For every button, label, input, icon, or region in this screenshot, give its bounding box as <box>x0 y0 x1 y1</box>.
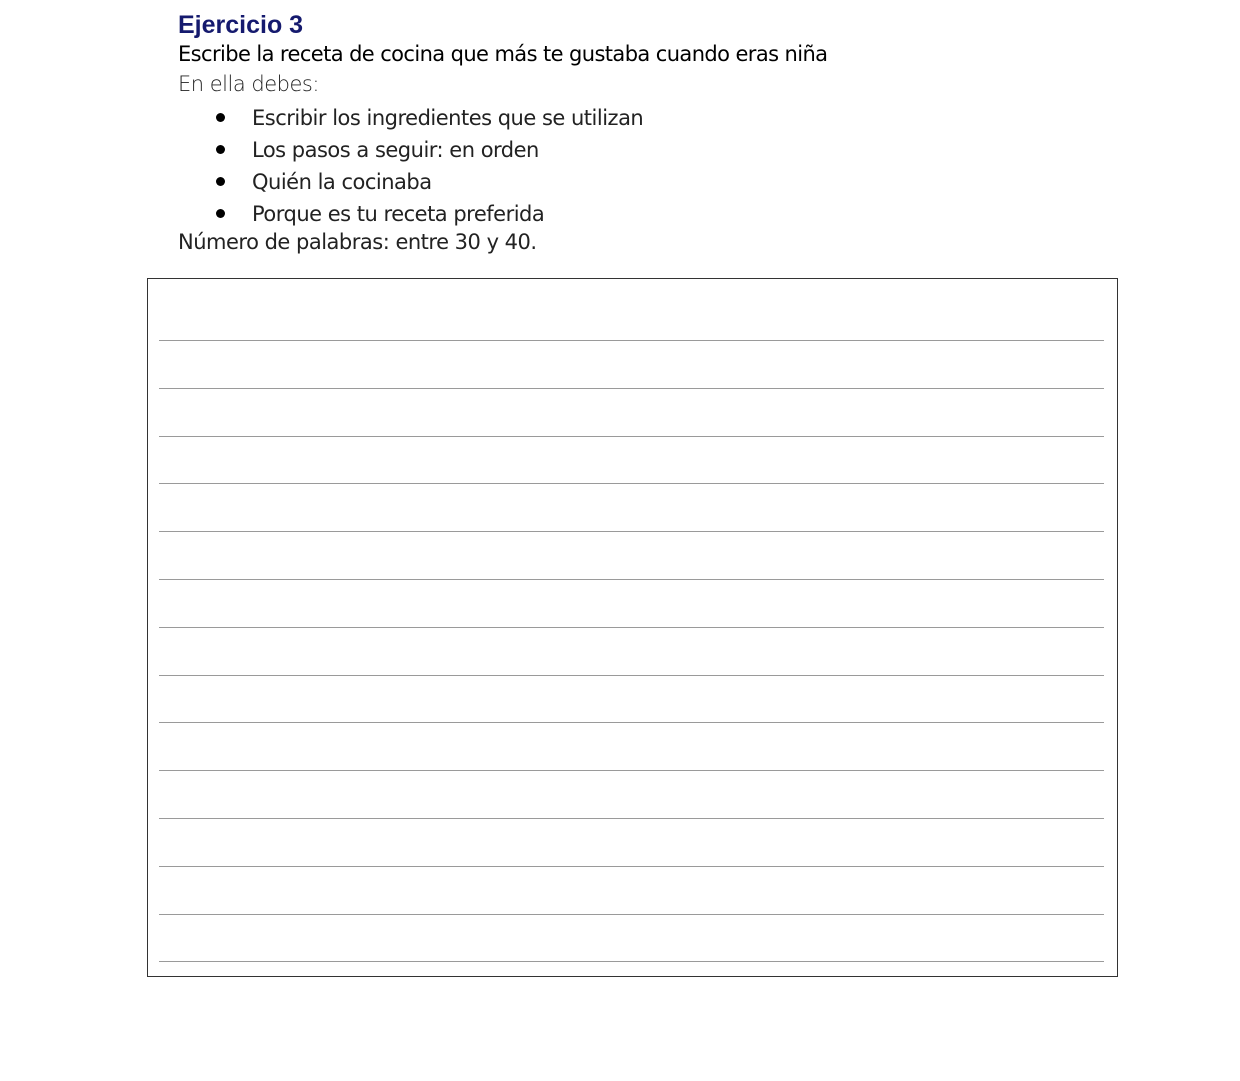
writing-line <box>159 531 1104 532</box>
writing-line <box>159 340 1104 341</box>
bullet-icon <box>216 145 225 154</box>
writing-line <box>159 388 1104 389</box>
bullet-icon <box>216 177 225 186</box>
word-count-instruction: Número de palabras: entre 30 y 40. <box>178 230 537 254</box>
exercise-prompt: Escribe la receta de cocina que más te gustaba cuando eras niña <box>178 42 828 66</box>
writing-line <box>159 675 1104 676</box>
writing-line <box>159 914 1104 915</box>
requirement-text: Quién la cocinaba <box>252 170 432 194</box>
bullet-icon <box>216 209 225 218</box>
bullet-icon <box>216 113 225 122</box>
writing-line <box>159 818 1104 819</box>
writing-line <box>159 961 1104 962</box>
writing-line <box>159 579 1104 580</box>
writing-answer-box[interactable] <box>147 278 1118 977</box>
requirements-list <box>210 102 643 230</box>
requirement-text: Los pasos a seguir: en orden <box>252 138 539 162</box>
writing-line <box>159 770 1104 771</box>
writing-line <box>159 627 1104 628</box>
writing-line <box>159 483 1104 484</box>
writing-line <box>159 436 1104 437</box>
requirement-item <box>210 134 643 166</box>
exercise-title: Ejercicio 3 <box>178 11 304 39</box>
writing-line <box>159 722 1104 723</box>
requirement-item <box>210 198 643 230</box>
requirement-text: Porque es tu receta preferida <box>252 202 545 226</box>
exercise-intro: En ella debes: <box>178 72 319 96</box>
requirement-text: Escribir los ingredientes que se utilizan <box>252 106 644 130</box>
requirement-item <box>210 166 643 198</box>
writing-line <box>159 866 1104 867</box>
requirement-item <box>210 102 643 134</box>
